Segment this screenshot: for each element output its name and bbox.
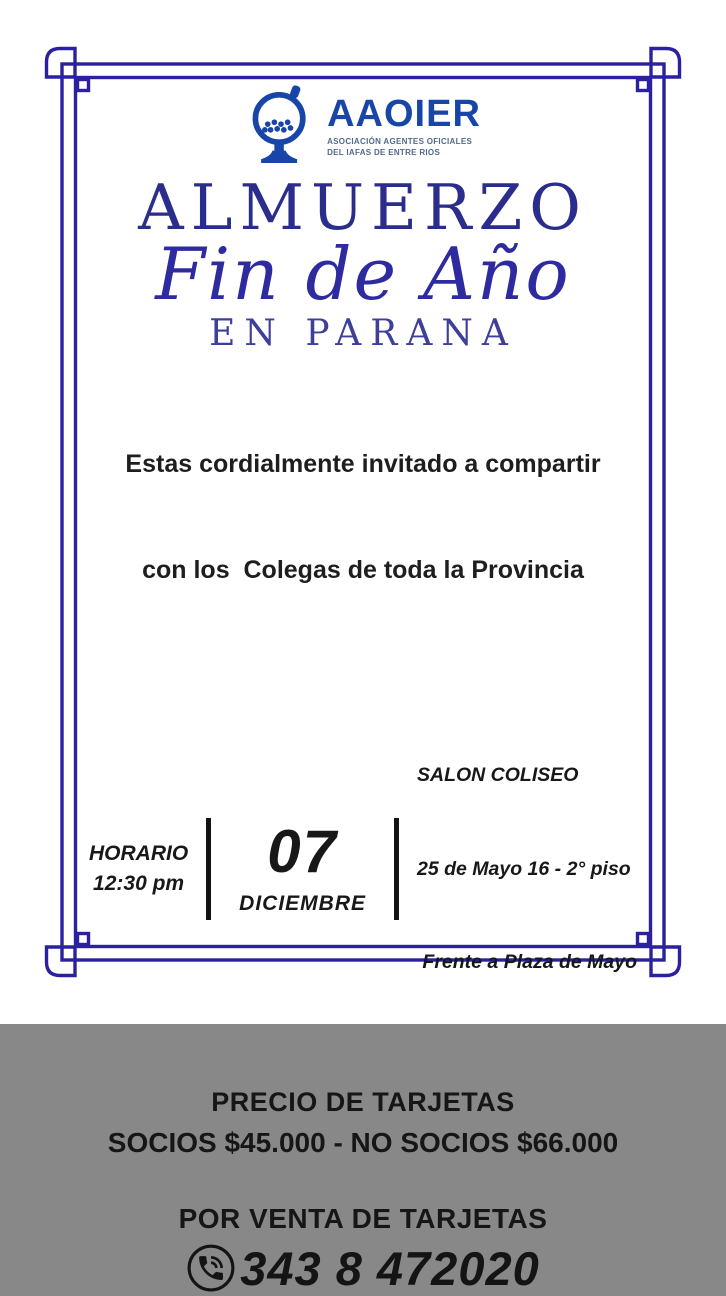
schedule-time: 12:30 pm: [93, 872, 185, 896]
event-details: [89, 698, 637, 1041]
contact-heading: POR VENTA DE TARJETAS: [178, 1202, 548, 1234]
schedule-label: HORARIO: [88, 841, 189, 865]
title-en-parana: EN PARANA: [209, 313, 517, 355]
venue-name: SALON COLISEO: [417, 764, 579, 787]
date-block: [229, 818, 376, 916]
divider-bar-right: [394, 818, 399, 920]
title-fin-de-ano: Fin de Año: [155, 232, 571, 316]
logo-tagline: [327, 137, 472, 159]
lottery-sphere-icon: [245, 85, 317, 169]
venue-reference: Frente a Plaza de Mayo: [417, 951, 637, 974]
venue-address: 25 de Mayo 16 - 2° piso: [417, 857, 631, 880]
event-month: DICIEMBRE: [239, 892, 366, 916]
aaoier-logo: [245, 86, 481, 168]
invitation-text: [125, 376, 600, 660]
title-almuerzo: ALMUERZO: [138, 171, 588, 244]
phone-icon: [186, 1243, 236, 1293]
phone-row: [186, 1241, 540, 1296]
venue-block: [417, 698, 637, 1041]
divider-bar-left: [206, 818, 211, 920]
invitation-line2: con los Colegas de toda la Provincia: [142, 556, 584, 585]
schedule-block: [89, 839, 188, 900]
logo-text-block: [327, 95, 481, 159]
phone-number: 343 8 472020: [240, 1241, 540, 1295]
logo-name: AAOIER: [327, 93, 481, 136]
logo-tagline-line2: DEL IAFAS DE ENTRE RIOS: [327, 148, 441, 157]
event-day: 07: [267, 818, 338, 886]
logo-tagline-line1: ASOCIACIÓN AGENTES OFICIALES: [327, 137, 473, 147]
price-detail: SOCIOS $45.000 - NO SOCIOS $66.000: [107, 1126, 619, 1158]
invitation-line1: Estas cordialmente invitado a compartir: [125, 449, 601, 478]
price-heading: PRECIO DE TARJETAS: [211, 1086, 515, 1117]
